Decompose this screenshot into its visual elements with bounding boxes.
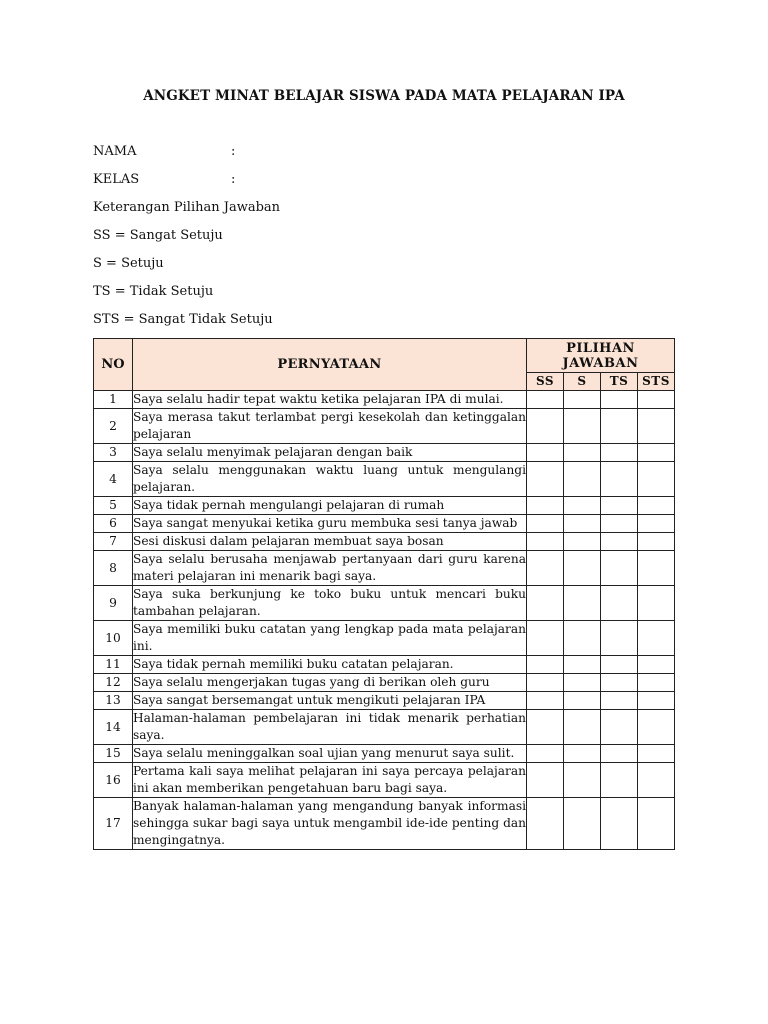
statement-text: Saya tidak pernah memiliki buku catatan pelajaran. (133, 656, 527, 674)
row-number: 14 (94, 710, 133, 745)
answer-cell-ts[interactable] (601, 745, 638, 763)
table-row (94, 745, 675, 763)
answer-cell-ss[interactable] (527, 462, 564, 497)
answer-cell-s[interactable] (564, 710, 601, 745)
answer-cell-ts[interactable] (601, 409, 638, 444)
statement-text: Banyak halaman-halaman yang mengandung banyak informasi sehingga sukar bagi saya untuk mengambil ide-ide penting dan mengingatnya. (133, 798, 527, 850)
table-row (94, 533, 675, 551)
row-number: 13 (94, 692, 133, 710)
answer-cell-ts[interactable] (601, 515, 638, 533)
legend-heading: Keterangan Pilihan Jawaban (93, 200, 281, 215)
table-row (94, 462, 675, 497)
legend-item-s: S = Setuju (93, 256, 164, 271)
answer-cell-ts[interactable] (601, 798, 638, 850)
answer-cell-ts[interactable] (601, 462, 638, 497)
header-statement: PERNYATAAN (133, 339, 527, 391)
header-no: NO (94, 339, 133, 391)
table-row (94, 763, 675, 798)
kelas-label: KELAS (93, 172, 140, 187)
answer-cell-sts[interactable] (638, 409, 675, 444)
answer-cell-sts[interactable] (638, 586, 675, 621)
answer-cell-ts[interactable] (601, 656, 638, 674)
answer-cell-sts[interactable] (638, 710, 675, 745)
answer-cell-ts[interactable] (601, 763, 638, 798)
answer-cell-s[interactable] (564, 586, 601, 621)
answer-cell-ss[interactable] (527, 533, 564, 551)
row-number: 6 (94, 515, 133, 533)
statement-text: Halaman-halaman pembelajaran ini tidak menarik perhatian saya. (133, 710, 527, 745)
answer-cell-sts[interactable] (638, 462, 675, 497)
row-number: 4 (94, 462, 133, 497)
statement-text: Saya selalu berusaha menjawab pertanyaan dari guru karena materi pelajaran ini menarik bagi saya. (133, 551, 527, 586)
row-number: 2 (94, 409, 133, 444)
statement-text: Saya selalu mengerjakan tugas yang di berikan oleh guru (133, 674, 527, 692)
answer-cell-s[interactable] (564, 674, 601, 692)
table-row (94, 551, 675, 586)
nama-field (93, 144, 235, 159)
table-row (94, 710, 675, 745)
header-option-ts: TS (601, 373, 638, 391)
row-number: 16 (94, 763, 133, 798)
table-row (94, 656, 675, 674)
statement-text: Sesi diskusi dalam pelajaran membuat saya bosan (133, 533, 527, 551)
answer-cell-ss[interactable] (527, 621, 564, 656)
table-row (94, 391, 675, 409)
answer-cell-ss[interactable] (527, 444, 564, 462)
statement-text: Saya selalu hadir tepat waktu ketika pelajaran IPA di mulai. (133, 391, 527, 409)
table-row (94, 497, 675, 515)
row-number: 8 (94, 551, 133, 586)
answer-cell-sts[interactable] (638, 798, 675, 850)
answer-cell-sts[interactable] (638, 745, 675, 763)
statement-text: Saya selalu menggunakan waktu luang untuk mengulangi pelajaran. (133, 462, 527, 497)
answer-cell-sts[interactable] (638, 656, 675, 674)
table-row (94, 674, 675, 692)
document-title: ANGKET MINAT BELAJAR SISWA PADA MATA PELAJARAN IPA (143, 88, 625, 104)
answer-cell-ss[interactable] (527, 745, 564, 763)
table-row (94, 409, 675, 444)
nama-separator: : (231, 144, 236, 159)
answer-cell-s[interactable] (564, 621, 601, 656)
statement-text: Saya memiliki buku catatan yang lengkap pada mata pelajaran ini. (133, 621, 527, 656)
answer-cell-s[interactable] (564, 497, 601, 515)
statement-text: Saya tidak pernah mengulangi pelajaran di rumah (133, 497, 527, 515)
answer-cell-s[interactable] (564, 533, 601, 551)
answer-cell-ss[interactable] (527, 656, 564, 674)
row-number: 1 (94, 391, 133, 409)
row-number: 15 (94, 745, 133, 763)
legend-item-ss: SS = Sangat Setuju (93, 228, 223, 243)
answer-cell-s[interactable] (564, 391, 601, 409)
answer-cell-ss[interactable] (527, 763, 564, 798)
answer-cell-ts[interactable] (601, 391, 638, 409)
answer-cell-s[interactable] (564, 798, 601, 850)
answer-cell-ss[interactable] (527, 515, 564, 533)
answer-cell-ss[interactable] (527, 692, 564, 710)
answer-cell-s[interactable] (564, 551, 601, 586)
answer-cell-ss[interactable] (527, 551, 564, 586)
statement-text: Saya sangat menyukai ketika guru membuka sesi tanya jawab (133, 515, 527, 533)
statement-text: Saya selalu menyimak pelajaran dengan baik (133, 444, 527, 462)
answer-cell-s[interactable] (564, 444, 601, 462)
row-number: 12 (94, 674, 133, 692)
answer-cell-sts[interactable] (638, 391, 675, 409)
statement-text: Saya suka berkunjung ke toko buku untuk mencari buku tambahan pelajaran. (133, 586, 527, 621)
answer-cell-sts[interactable] (638, 551, 675, 586)
answer-cell-s[interactable] (564, 515, 601, 533)
table-row (94, 444, 675, 462)
answer-cell-s[interactable] (564, 763, 601, 798)
statement-text: Saya selalu meninggalkan soal ujian yang menurut saya sulit. (133, 745, 527, 763)
answer-cell-sts[interactable] (638, 444, 675, 462)
answer-cell-ss[interactable] (527, 497, 564, 515)
answer-cell-s[interactable] (564, 745, 601, 763)
answer-cell-sts[interactable] (638, 763, 675, 798)
answer-cell-sts[interactable] (638, 692, 675, 710)
row-number: 3 (94, 444, 133, 462)
row-number: 10 (94, 621, 133, 656)
answer-cell-ts[interactable] (601, 692, 638, 710)
answer-cell-ts[interactable] (601, 710, 638, 745)
answer-cell-sts[interactable] (638, 533, 675, 551)
table-row (94, 586, 675, 621)
statement-text: Pertama kali saya melihat pelajaran ini saya percaya pelajaran ini akan memberikan pengetahuan baru bagi saya. (133, 763, 527, 798)
table-body (94, 391, 675, 850)
answer-cell-ts[interactable] (601, 533, 638, 551)
row-number: 7 (94, 533, 133, 551)
legend-item-ts: TS = Tidak Setuju (93, 284, 214, 299)
table-row (94, 798, 675, 850)
answer-cell-ss[interactable] (527, 798, 564, 850)
statement-text: Saya merasa takut terlambat pergi kesekolah dan ketinggalan pelajaran (133, 409, 527, 444)
nama-label: NAMA (93, 144, 137, 159)
kelas-field (93, 172, 235, 187)
answer-cell-ss[interactable] (527, 674, 564, 692)
answer-cell-ss[interactable] (527, 391, 564, 409)
table-row (94, 692, 675, 710)
answer-cell-ss[interactable] (527, 586, 564, 621)
header-option-sts: STS (638, 373, 675, 391)
answer-cell-ts[interactable] (601, 444, 638, 462)
questionnaire-table (93, 338, 675, 850)
header-option-s: S (564, 373, 601, 391)
header-option-ss: SS (527, 373, 564, 391)
answer-cell-s[interactable] (564, 409, 601, 444)
answer-cell-ss[interactable] (527, 710, 564, 745)
answer-cell-ss[interactable] (527, 409, 564, 444)
answer-cell-sts[interactable] (638, 497, 675, 515)
answer-cell-sts[interactable] (638, 621, 675, 656)
answer-cell-ts[interactable] (601, 497, 638, 515)
answer-cell-sts[interactable] (638, 515, 675, 533)
answer-cell-s[interactable] (564, 656, 601, 674)
answer-cell-ts[interactable] (601, 551, 638, 586)
table-row (94, 621, 675, 656)
statement-text: Saya sangat bersemangat untuk mengikuti pelajaran IPA (133, 692, 527, 710)
answer-cell-ts[interactable] (601, 621, 638, 656)
table-row (94, 515, 675, 533)
answer-cell-s[interactable] (564, 462, 601, 497)
legend-item-sts: STS = Sangat Tidak Setuju (93, 312, 273, 327)
row-number: 11 (94, 656, 133, 674)
row-number: 9 (94, 586, 133, 621)
row-number: 17 (94, 798, 133, 850)
answer-cell-s[interactable] (564, 692, 601, 710)
answer-cell-ts[interactable] (601, 586, 638, 621)
answer-cell-sts[interactable] (638, 674, 675, 692)
kelas-separator: : (231, 172, 236, 187)
header-answer-options: PILIHAN JAWABAN (527, 339, 675, 373)
answer-cell-ts[interactable] (601, 674, 638, 692)
row-number: 5 (94, 497, 133, 515)
